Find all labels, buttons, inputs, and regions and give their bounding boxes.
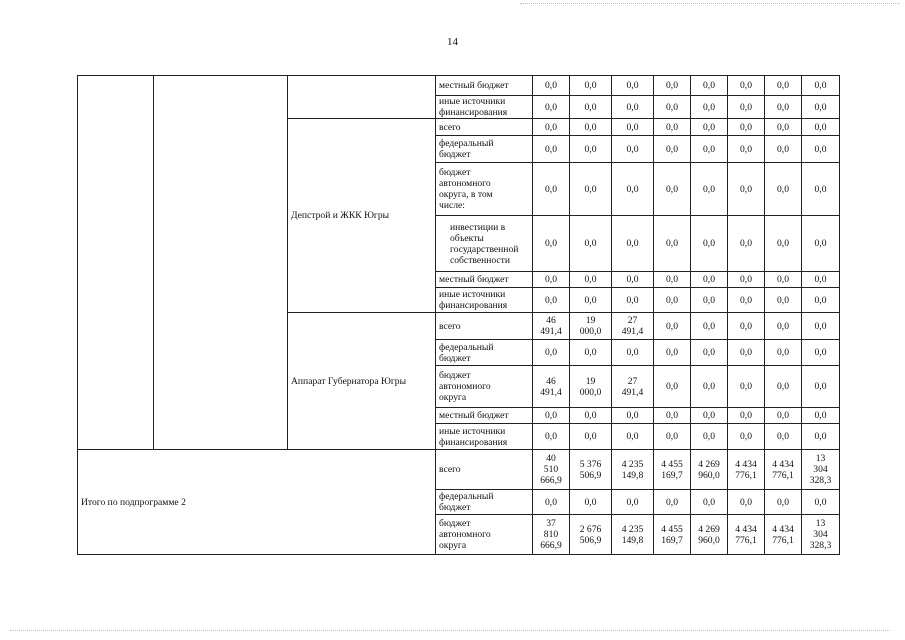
source-cell: иные источники финансирования: [436, 288, 533, 313]
value-cell: 46 491,4: [533, 313, 570, 340]
value-cell: 0,0: [612, 96, 654, 119]
value-cell: 0,0: [691, 340, 728, 366]
source-cell: местный бюджет: [436, 408, 533, 424]
value-cell: 0,0: [765, 340, 802, 366]
value-cell: 0,0: [654, 408, 691, 424]
value-cell: 4 434 776,1: [728, 515, 765, 555]
value-cell: 0,0: [612, 424, 654, 450]
value-cell: 0,0: [570, 424, 612, 450]
value-cell: 0,0: [612, 340, 654, 366]
page-number: 14: [447, 36, 458, 48]
table-row: [78, 76, 840, 96]
value-cell: 0,0: [654, 216, 691, 272]
value-cell: 0,0: [570, 216, 612, 272]
value-cell: 0,0: [802, 163, 840, 216]
value-cell: 0,0: [533, 490, 570, 515]
value-cell: 0,0: [691, 288, 728, 313]
value-cell: 0,0: [533, 340, 570, 366]
value-cell: 0,0: [765, 216, 802, 272]
value-cell: 0,0: [728, 76, 765, 96]
source-cell: бюджет автономного округа: [436, 366, 533, 408]
empty-cell-num: [78, 76, 154, 450]
value-cell: 4 269 960,0: [691, 515, 728, 555]
value-cell: 0,0: [570, 288, 612, 313]
value-cell: 4 235 149,8: [612, 515, 654, 555]
source-cell: бюджет автономного округа, в том числе:: [436, 163, 533, 216]
value-cell: 0,0: [802, 408, 840, 424]
value-cell: 0,0: [765, 136, 802, 163]
value-cell: 0,0: [728, 216, 765, 272]
executor-depstroy: Депстрой и ЖКК Югры: [288, 119, 436, 313]
value-cell: 0,0: [654, 366, 691, 408]
value-cell: 0,0: [533, 424, 570, 450]
value-cell: 0,0: [728, 163, 765, 216]
value-cell: 0,0: [570, 272, 612, 288]
value-cell: 4 235 149,8: [612, 450, 654, 490]
value-cell: 0,0: [802, 136, 840, 163]
value-cell: 0,0: [612, 76, 654, 96]
value-cell: 0,0: [802, 424, 840, 450]
value-cell: 0,0: [691, 366, 728, 408]
value-cell: 0,0: [654, 424, 691, 450]
value-cell: 0,0: [570, 76, 612, 96]
source-cell: инвестиции в объекты государственной собственности: [436, 216, 533, 272]
source-cell: иные источники финансирования: [436, 96, 533, 119]
value-cell: 0,0: [533, 288, 570, 313]
source-cell: бюджет автономного округа: [436, 515, 533, 555]
value-cell: 0,0: [802, 340, 840, 366]
value-cell: 0,0: [533, 96, 570, 119]
value-cell: 0,0: [728, 340, 765, 366]
value-cell: 0,0: [533, 408, 570, 424]
value-cell: 0,0: [691, 76, 728, 96]
value-cell: 0,0: [728, 313, 765, 340]
value-cell: 0,0: [691, 216, 728, 272]
value-cell: 0,0: [765, 490, 802, 515]
value-cell: 0,0: [612, 216, 654, 272]
scan-artifact-bottom: [10, 630, 890, 632]
value-cell: 0,0: [533, 76, 570, 96]
value-cell: 0,0: [691, 136, 728, 163]
value-cell: 46 491,4: [533, 366, 570, 408]
value-cell: 0,0: [654, 313, 691, 340]
value-cell: 0,0: [654, 340, 691, 366]
value-cell: 0,0: [691, 424, 728, 450]
value-cell: 0,0: [570, 408, 612, 424]
value-cell: 0,0: [728, 288, 765, 313]
value-cell: 0,0: [691, 272, 728, 288]
value-cell: 0,0: [570, 96, 612, 119]
budget-table: [77, 75, 840, 555]
value-cell: 4 455 169,7: [654, 450, 691, 490]
value-cell: 0,0: [802, 76, 840, 96]
source-cell: всего: [436, 450, 533, 490]
value-cell: 0,0: [654, 119, 691, 136]
source-cell: федеральный бюджет: [436, 340, 533, 366]
table-row: [78, 450, 840, 490]
value-cell: 0,0: [612, 272, 654, 288]
value-cell: 0,0: [728, 119, 765, 136]
value-cell: 0,0: [654, 163, 691, 216]
value-cell: 0,0: [802, 366, 840, 408]
value-cell: 0,0: [765, 76, 802, 96]
value-cell: 0,0: [728, 136, 765, 163]
value-cell: 0,0: [728, 366, 765, 408]
empty-cell-name: [154, 76, 288, 450]
value-cell: 0,0: [691, 313, 728, 340]
value-cell: 0,0: [654, 272, 691, 288]
value-cell: 0,0: [612, 136, 654, 163]
executor-apparat: Аппарат Губернатора Югры: [288, 313, 436, 450]
source-cell: местный бюджет: [436, 272, 533, 288]
value-cell: 0,0: [533, 216, 570, 272]
source-cell: всего: [436, 119, 533, 136]
value-cell: 0,0: [691, 490, 728, 515]
value-cell: 4 269 960,0: [691, 450, 728, 490]
value-cell: 0,0: [691, 96, 728, 119]
value-cell: 0,0: [802, 288, 840, 313]
source-cell: федеральный бюджет: [436, 490, 533, 515]
value-cell: 4 434 776,1: [765, 450, 802, 490]
total-label: Итого по подпрограмме 2: [78, 450, 436, 555]
value-cell: 0,0: [691, 119, 728, 136]
source-cell: федеральный бюджет: [436, 136, 533, 163]
value-cell: 27 491,4: [612, 366, 654, 408]
value-cell: 0,0: [691, 408, 728, 424]
value-cell: 0,0: [765, 288, 802, 313]
value-cell: 0,0: [765, 408, 802, 424]
value-cell: 0,0: [765, 163, 802, 216]
value-cell: 0,0: [765, 313, 802, 340]
value-cell: 0,0: [570, 119, 612, 136]
value-cell: 19 000,0: [570, 366, 612, 408]
value-cell: 0,0: [765, 366, 802, 408]
value-cell: 4 455 169,7: [654, 515, 691, 555]
value-cell: 0,0: [533, 136, 570, 163]
value-cell: 0,0: [570, 163, 612, 216]
value-cell: 0,0: [765, 96, 802, 119]
value-cell: 13 304 328,3: [802, 450, 840, 490]
value-cell: 0,0: [728, 424, 765, 450]
value-cell: 27 491,4: [612, 313, 654, 340]
value-cell: 0,0: [728, 272, 765, 288]
value-cell: 2 676 506,9: [570, 515, 612, 555]
value-cell: 0,0: [802, 313, 840, 340]
value-cell: 0,0: [612, 288, 654, 313]
source-cell: всего: [436, 313, 533, 340]
source-cell: иные источники финансирования: [436, 424, 533, 450]
value-cell: 0,0: [612, 490, 654, 515]
value-cell: 0,0: [654, 136, 691, 163]
value-cell: 0,0: [802, 216, 840, 272]
value-cell: 0,0: [654, 76, 691, 96]
value-cell: 0,0: [728, 490, 765, 515]
value-cell: 5 376 506,9: [570, 450, 612, 490]
value-cell: 40 510 666,9: [533, 450, 570, 490]
value-cell: 0,0: [612, 163, 654, 216]
value-cell: 0,0: [691, 163, 728, 216]
value-cell: 4 434 776,1: [728, 450, 765, 490]
scan-artifact-top: [520, 3, 900, 5]
value-cell: 0,0: [570, 340, 612, 366]
value-cell: 0,0: [533, 119, 570, 136]
value-cell: 0,0: [654, 96, 691, 119]
value-cell: 0,0: [802, 272, 840, 288]
value-cell: 0,0: [612, 408, 654, 424]
value-cell: 0,0: [533, 163, 570, 216]
value-cell: 0,0: [570, 136, 612, 163]
value-cell: 0,0: [654, 288, 691, 313]
value-cell: 0,0: [765, 119, 802, 136]
value-cell: 0,0: [728, 96, 765, 119]
empty-cell-executor: [288, 76, 436, 119]
value-cell: 0,0: [654, 490, 691, 515]
value-cell: 37 810 666,9: [533, 515, 570, 555]
value-cell: 0,0: [802, 490, 840, 515]
value-cell: 0,0: [802, 119, 840, 136]
value-cell: 0,0: [533, 272, 570, 288]
value-cell: 0,0: [802, 96, 840, 119]
value-cell: 13 304 328,3: [802, 515, 840, 555]
value-cell: 0,0: [612, 119, 654, 136]
source-cell: местный бюджет: [436, 76, 533, 96]
value-cell: 0,0: [765, 272, 802, 288]
value-cell: 4 434 776,1: [765, 515, 802, 555]
value-cell: 0,0: [765, 424, 802, 450]
value-cell: 0,0: [570, 490, 612, 515]
value-cell: 19 000,0: [570, 313, 612, 340]
value-cell: 0,0: [728, 408, 765, 424]
